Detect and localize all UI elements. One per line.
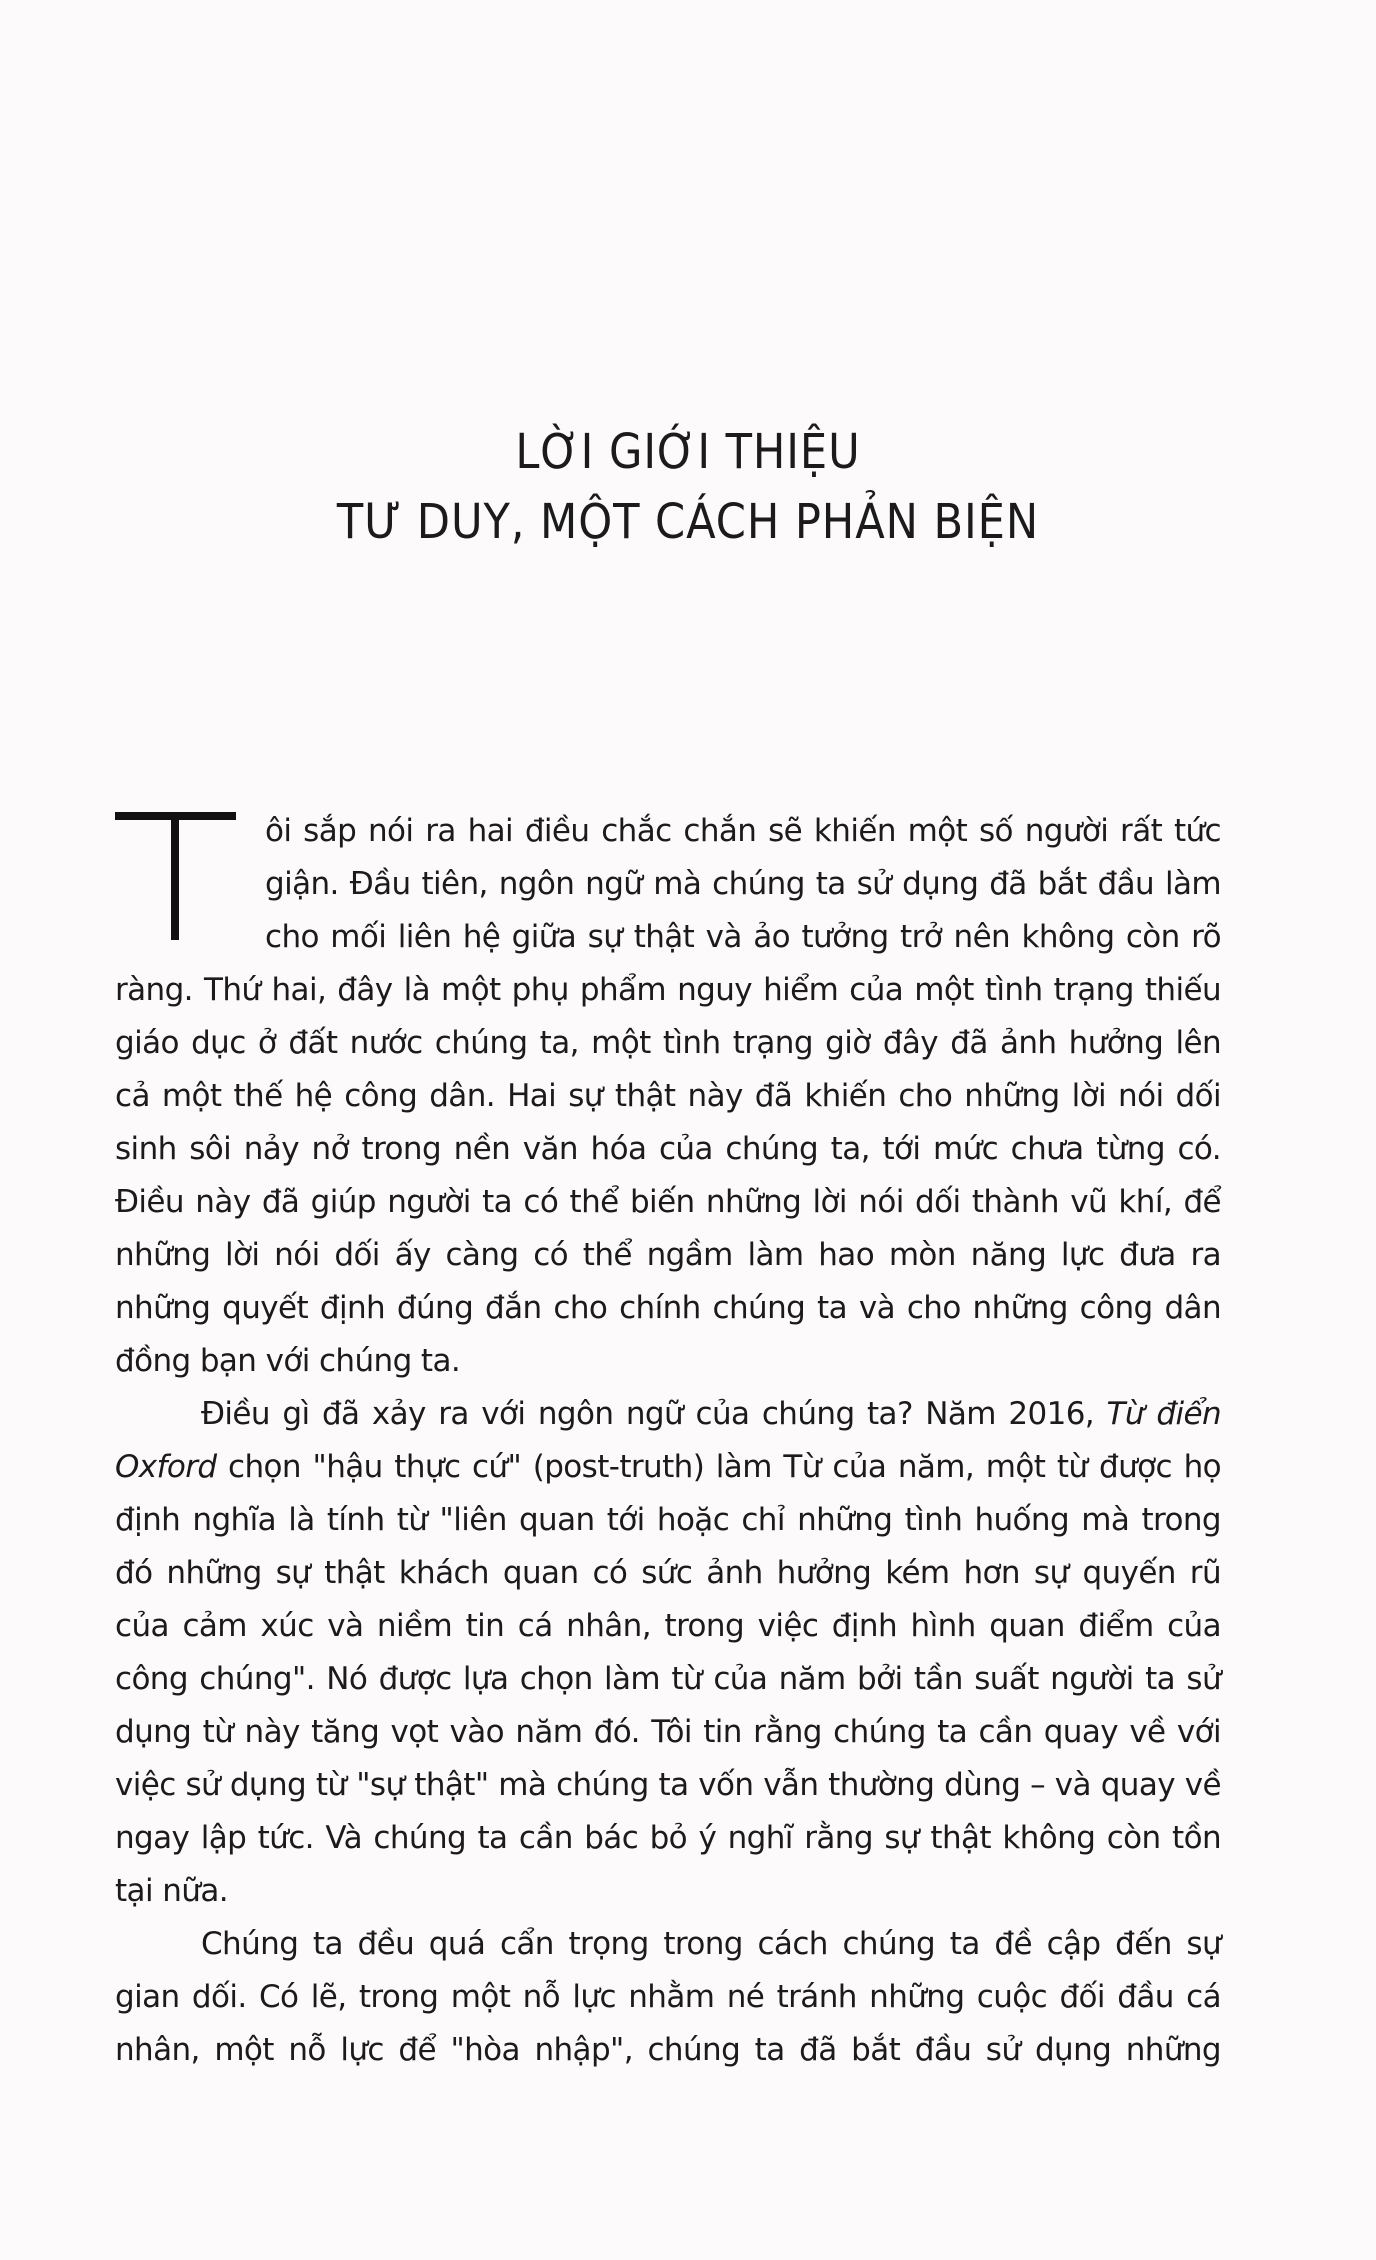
text-line: của cảm xúc và niềm tin cá nhân, trong việc định hình quan điểm của: [115, 1608, 1221, 1644]
text-line: ôi sắp nói ra hai điều chắc chắn sẽ khiến một số người rất tức: [265, 813, 1221, 849]
body-text: [115, 805, 1221, 2077]
text-line: cho mối liên hệ giữa sự thật và ảo tưởng trở nên không còn rõ: [265, 919, 1221, 955]
text-line: cả một thế hệ công dân. Hai sự thật này đã khiến cho những lời nói dối: [115, 1078, 1221, 1114]
text-line: dụng từ này tăng vọt vào năm đó. Tôi tin rằng chúng ta cần quay về với: [115, 1714, 1221, 1750]
text-line: đó những sự thật khách quan có sức ảnh hưởng kém hơn sự quyến rũ: [115, 1555, 1221, 1591]
text-line: những lời nói dối ấy càng có thể ngầm làm hao mòn năng lực đưa ra: [115, 1237, 1221, 1273]
chapter-subtitle: TƯ DUY, MỘT CÁCH PHẢN BIỆN: [336, 494, 1040, 550]
text-line: giận. Đầu tiên, ngôn ngữ mà chúng ta sử dụng đã bắt đầu làm: [265, 866, 1221, 902]
chapter-title: LỜI GIỚI THIỆU: [515, 424, 861, 480]
text-line: việc sử dụng từ "sự thật" mà chúng ta vốn vẫn thường dùng – và quay về: [115, 1767, 1221, 1803]
text-line: công chúng". Nó được lựa chọn làm từ của năm bởi tần suất người ta sử: [115, 1661, 1221, 1697]
text-line: [115, 1441, 1221, 1494]
text-line: những quyết định đúng đắn cho chính chúng ta và cho những công dân: [115, 1290, 1221, 1326]
text-line: ràng. Thứ hai, đây là một phụ phẩm nguy hiểm của một tình trạng thiếu: [115, 972, 1221, 1008]
text-segment: chọn "hậu thực cứ" (post-truth) làm Từ của năm, một từ được họ: [216, 1449, 1221, 1485]
text-line: tại nữa.: [115, 1873, 228, 1909]
text-line: định nghĩa là tính từ "liên quan tới hoặc chỉ những tình huống mà trong: [115, 1502, 1221, 1538]
text-line: Điều này đã giúp người ta có thể biến những lời nói dối thành vũ khí, để: [115, 1184, 1221, 1220]
italic-title: Oxford: [115, 1449, 217, 1485]
text-line: Chúng ta đều quá cẩn trọng trong cách chúng ta đề cập đến sự: [201, 1926, 1221, 1962]
text-segment: Điều gì đã xảy ra với ngôn ngữ của chúng ta? Năm 2016,: [201, 1396, 1107, 1432]
italic-title: Từ điển: [1106, 1396, 1222, 1432]
text-line: sinh sôi nảy nở trong nền văn hóa của chúng ta, tới mức chưa từng có.: [115, 1131, 1221, 1167]
text-line: đồng bạn với chúng ta.: [115, 1343, 461, 1379]
text-line: [115, 1388, 1221, 1441]
text-line: gian dối. Có lẽ, trong một nỗ lực nhằm né tránh những cuộc đối đầu cá: [115, 1979, 1221, 2015]
text-line: nhân, một nỗ lực để "hòa nhập", chúng ta đã bắt đầu sử dụng những: [115, 2032, 1221, 2068]
text-line: giáo dục ở đất nước chúng ta, một tình trạng giờ đây đã ảnh hưởng lên: [115, 1025, 1221, 1061]
text-line: ngay lập tức. Và chúng ta cần bác bỏ ý nghĩ rằng sự thật không còn tồn: [115, 1820, 1221, 1856]
